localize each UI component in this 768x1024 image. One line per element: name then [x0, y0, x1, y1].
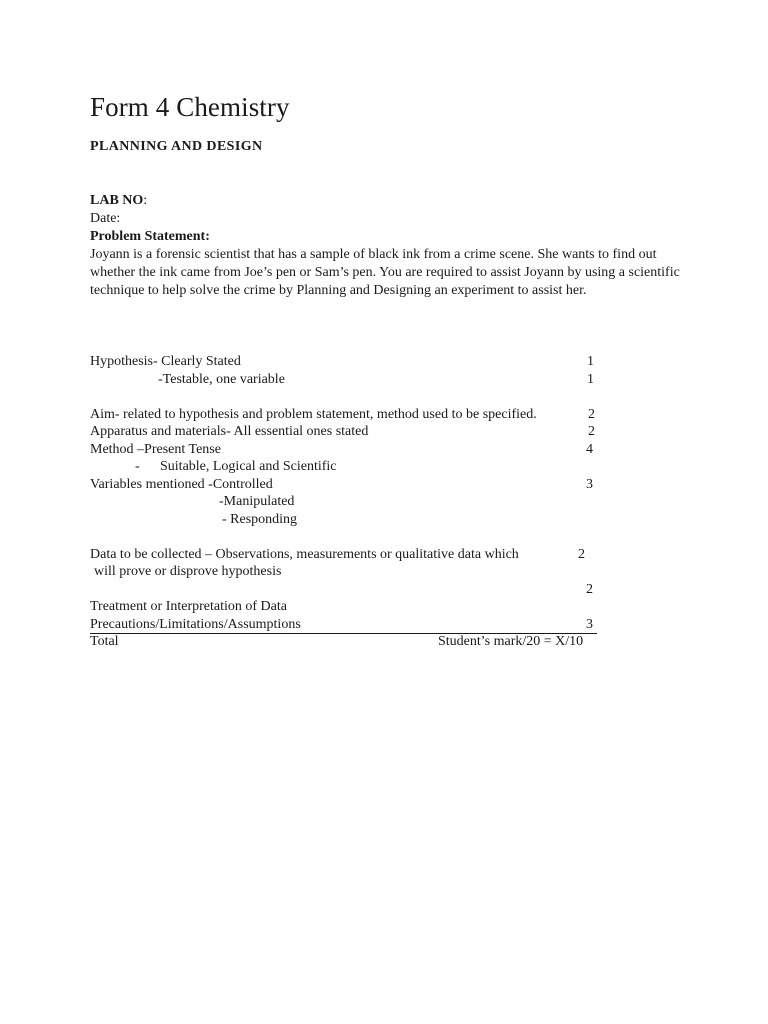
rubric-row-hypothesis [90, 353, 602, 371]
rubric-label: Hypothesis- Clearly Stated [90, 354, 241, 369]
rubric-mark: 4 [586, 441, 593, 457]
total-value: Student’s mark/20 = X/10 [438, 634, 584, 649]
rubric-mark: 1 [587, 371, 594, 387]
rubric-bullet: - [135, 459, 140, 474]
rubric-row-treatment [90, 598, 602, 616]
rubric-label: -Testable, one variable [158, 371, 285, 387]
lab-no-label: LAB NO [90, 193, 144, 208]
rubric-label: Suitable, Logical and Scientific [160, 459, 337, 474]
page-title: Form 4 Chemistry [90, 92, 290, 122]
rubric-row-apparatus [90, 423, 602, 441]
rubric-row-data-cont [90, 563, 602, 581]
rubric-mark: 2 [588, 406, 595, 422]
rubric-row-aim [90, 406, 602, 424]
rubric-label: Method –Present Tense [90, 441, 221, 457]
rubric-mark: 2 [586, 581, 593, 597]
rubric-mark: 1 [587, 354, 594, 369]
rubric-mark: 3 [586, 616, 593, 632]
rubric-label: Treatment or Interpretation of Data [90, 599, 287, 614]
lab-header [90, 192, 680, 300]
section-heading: PLANNING AND DESIGN [90, 139, 263, 154]
rubric-label: Apparatus and materials- All essential ones stated [90, 424, 369, 439]
rubric-row-method [90, 441, 602, 459]
rubric-row-precautions [90, 616, 602, 634]
rubric-row-manipulated [90, 493, 602, 511]
problem-statement-text: Joyann is a forensic scientist that has a sample of black ink from a crime scene. She wants to find out whether the ink came from Joe’s pen or Sam’s pen. You are required to assist Joyann by using a scientific technique to help solve the crime by Planning and Designing an experiment to assist her. [90, 247, 680, 298]
rubric-label: will prove or disprove hypothesis [94, 564, 282, 579]
rubric-mark: 2 [588, 424, 595, 439]
lab-no-line [90, 192, 680, 210]
rubric-row-variables [90, 476, 602, 494]
total-label: Total [90, 634, 119, 649]
rubric-row-responding [90, 511, 602, 529]
date-line: Date: [90, 211, 121, 226]
rubric-mark: 2 [578, 546, 585, 562]
rubric-row-testable [90, 371, 602, 389]
marking-scheme [90, 353, 602, 651]
rubric-label: Precautions/Limitations/Assumptions [90, 616, 301, 632]
rubric-row-treatment-mark [90, 581, 602, 599]
rubric-row-data [90, 546, 602, 564]
rubric-mark: 3 [586, 476, 593, 492]
rubric-label: Data to be collected – Observations, measurements or qualitative data which [90, 546, 519, 562]
rubric-label: Aim- related to hypothesis and problem statement, method used to be specified. [90, 406, 537, 422]
rubric-label: - Responding [222, 511, 298, 527]
rubric-row-method-sub [90, 458, 602, 476]
lab-no-colon: : [143, 193, 148, 208]
problem-statement-label: Problem Statement: [90, 229, 210, 244]
rubric-row-total [90, 633, 602, 651]
rubric-label: Variables mentioned -Controlled [90, 476, 273, 492]
rubric-label: -Manipulated [219, 494, 295, 509]
